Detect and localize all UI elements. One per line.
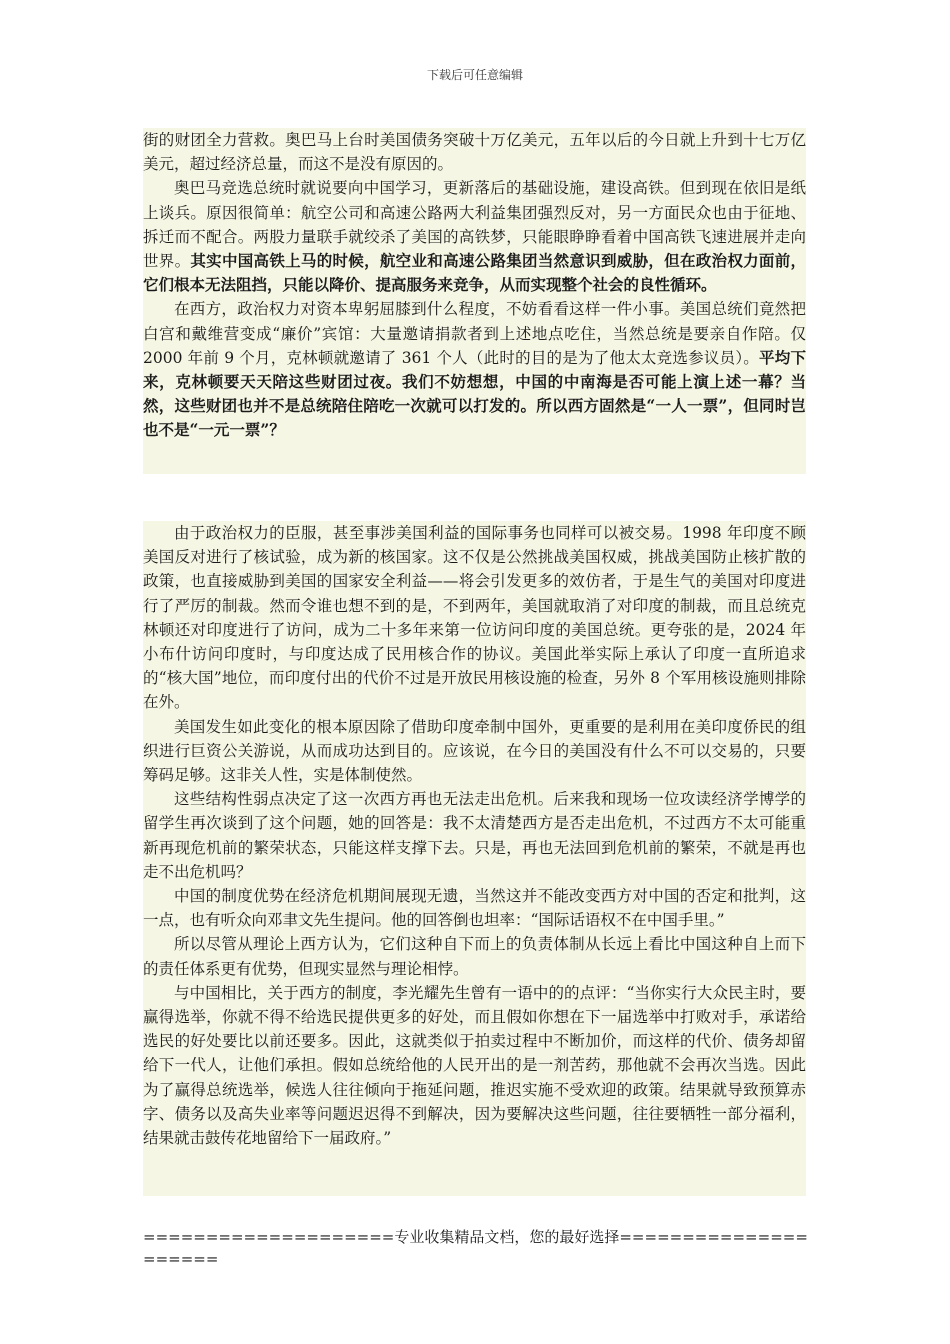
paragraph bbox=[143, 176, 806, 297]
paragraph: 美国发生如此变化的根本原因除了借助印度牵制中国外，更重要的是利用在美印度侨民的组织进行巨资公关游说，从而成功达到目的。应该说，在今日的美国没有什么不可以交易的，只要筹码足够。这非关人性，实是体制使然。 bbox=[143, 717, 806, 785]
paragraph-bold-text: 其实中国高铁上马的时候，航空业和高速公路集团当然意识到威胁，但在政治权力面前，它们根本无法阻挡，只能以降价、提高服务来竞争，从而实现整个社会的良性循环。 bbox=[143, 251, 806, 295]
paragraph: 这些结构性弱点决定了这一次西方再也无法走出危机。后来我和现场一位攻读经济学博学的留学生再次谈到了这个问题，她的回答是：我不太清楚西方是否走出危机，不过西方不太可能重新再现危机前的繁荣状态，只能这样支撑下去。只是，再也无法回到危机前的繁荣，不就是再也走不出危机吗？ bbox=[143, 790, 806, 881]
text-block-top bbox=[143, 128, 806, 474]
paragraph-bold-text: 平均下来，克林顿要天天陪这些财团过夜。我们不妨想想，中国的中南海是否可能上演上述一幕？当然，这些财团也并不是总统陪住陪吃一次就可以打发的。所以西方固然是“一人一票”，但同时岂也不是“一元一票”？ bbox=[143, 347, 806, 440]
paragraph-text: 奥巴马竞选总统时就说要向中国学习，更新落后的基础设施，建设高铁。但到现在依旧是纸上谈兵。原因很简单：航空公司和高速公路两大利益集团强烈反对，另一方面民众也由于征地、拆迁而不配合。两股力量联手就绞杀了美国的高铁梦，只能眼睁睁看着中国高铁飞速进展并走向世界。 bbox=[143, 179, 806, 271]
paragraph-text: 在西方，政治权力对资本卑躬屈膝到什么程度，不妨看看这样一件小事。美国总统们竟然把白宫和戴维营变成“廉价”宾馆：大量邀请捐款者到上述地点吃住，当然总统是要亲自作陪。仅 2000 年前 9 个月，克林顿就邀请了 361 个人（此时的目的是为了他太太竞选参议员）。 bbox=[143, 300, 806, 367]
page-footer: ====================专业收集精品文档，您的最好选择===================== bbox=[143, 1228, 808, 1268]
paragraph: 与中国相比，关于西方的制度，李光耀先生曾有一语中的的点评：“当你实行大众民主时，要赢得选举，你就不得不给选民提供更多的好处，而且假如你想在下一届选举中打败对手，承诺给选民的好处要比以前还要多。因此，这就类似于拍卖过程中不断加价，而这样的代价、债务却留给下一代人，让他们承担。假如总统给他的人民开出的是一剂苦药，那他就不会再次当选。因此为了赢得总统选举，候选人往往倾向于拖延问题，推迟实施不受欢迎的政策。结果就导致预算赤字、债务以及高失业率等问题迟迟得不到解决，因为要解决这些问题，往往要牺牲一部分福利，结果就击鼓传花地留给下一届政府。” bbox=[143, 983, 806, 1148]
text-block-bottom bbox=[143, 521, 806, 1196]
paragraph: 中国的制度优势在经济危机期间展现无遗，当然这并不能改变西方对中国的否定和批判，这一点，也有听众向邓聿文先生提问。他的回答倒也坦率：“国际话语权不在中国手里。” bbox=[143, 887, 806, 930]
page-header: 下载后可任意编辑 bbox=[426, 68, 523, 82]
paragraph: 所以尽管从理论上西方认为，它们这种自下而上的负责体制从长远上看比中国这种自上而下的责任体系更有优势，但现实显然与理论相悖。 bbox=[143, 935, 806, 978]
paragraph: 街的财团全力营救。奥巴马上台时美国债务突破十万亿美元，五年以后的今日就上升到十七万亿美元，超过经济总量，而这不是没有原因的。 bbox=[143, 131, 806, 174]
paragraph: 由于政治权力的臣服，甚至事涉美国利益的国际事务也同样可以被交易。1998 年印度不顾美国反对进行了核试验，成为新的核国家。这不仅是公然挑战美国权威，挑战美国防止核扩散的政策，也直接威胁到美国的国家安全利益——将会引发更多的效仿者，于是生气的美国对印度进行了严厉的制裁。然而令谁也想不到的是，不到两年，美国就取消了对印度的制裁，而且总统克林顿还对印度进行了访问，成为二十多年来第一位访问印度的美国总统。更夸张的是，2024 年小布什访问印度时，与印度达成了民用核合作的协议。美国此举实际上承认了印度一直所追求的“核大国”地位，而印度付出的代价不过是开放民用核设施的检查，另外 8 个军用核设施则排除在外。 bbox=[143, 524, 806, 712]
paragraph bbox=[143, 297, 806, 442]
